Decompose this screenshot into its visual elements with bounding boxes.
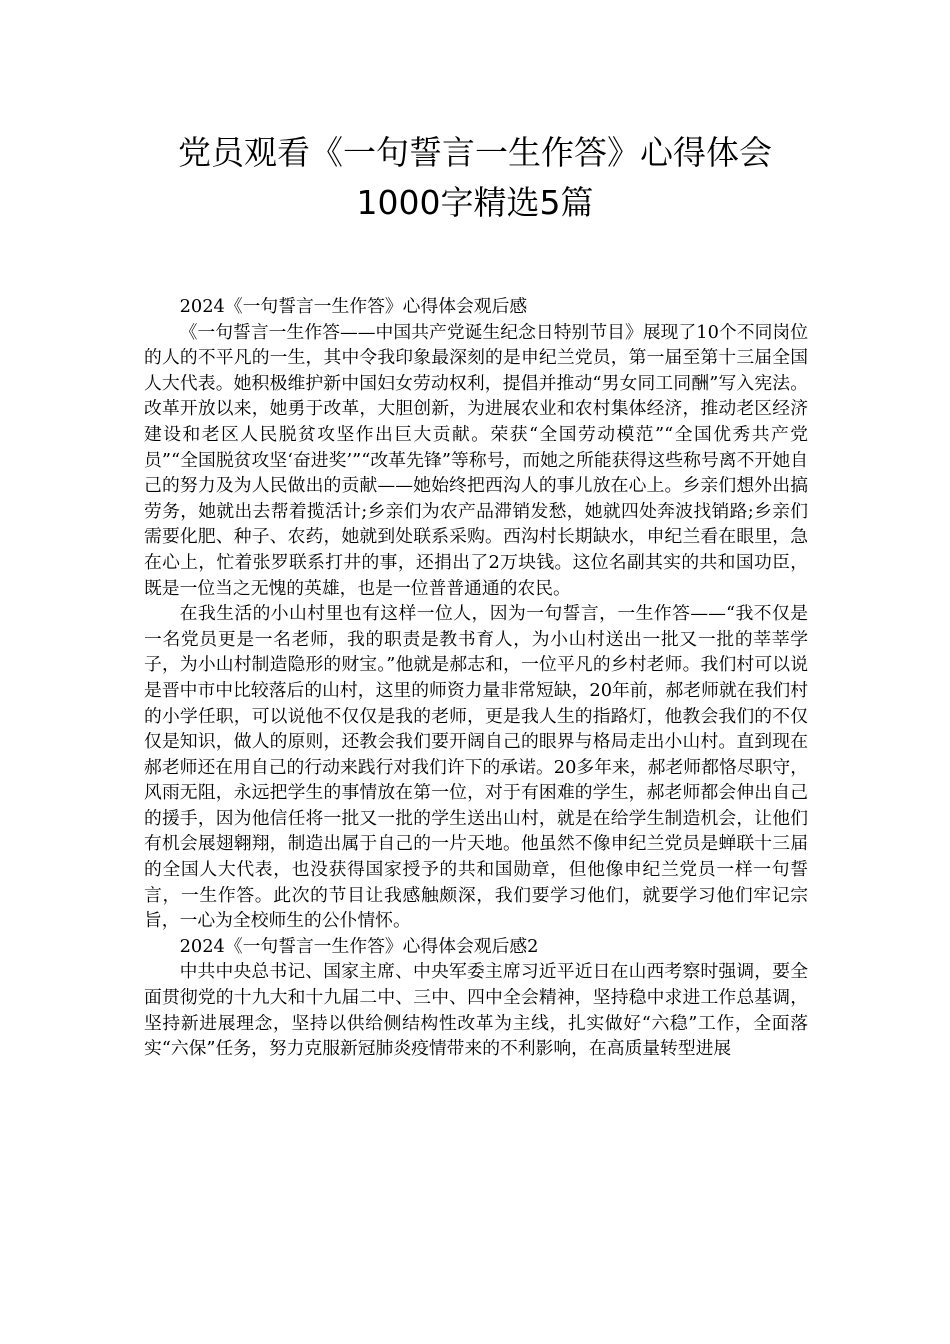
paragraph-1: 《一句誓言一生作答——中国共产党诞生纪念日特别节目》展现了10个不同岗位的人的不平凡的一生，其中令我印象最深刻的是申纪兰党员，第一届至第十三届全国人大代表。她积极维护新中国妇女劳动权利，提倡并推动“男女同工同酬”写入宪法。改革开放以来，她勇于改革，大胆创新，为进展农业和农村集体经济，推动老区经济建设和老区人民脱贫攻坚作出巨大贡献。荣获“全国劳动模范”“全国优秀共产党员”“全国脱贫攻坚‘奋进奖’”“改革先锋”等称号，而她之所能获得这些称号离不开她自己的努力及为人民做出的贡献——她始终把西沟人的事儿放在心上。乡亲们想外出搞劳务，她就出去帮着揽活计;乡亲们为农产品滞销发愁，她就四处奔波找销路;乡亲们需要化肥、种子、农药，她就到处联系采购。西沟村长期缺水，申纪兰看在眼里，急在心上，忙着张罗联系打井的事，还捐出了2万块钱。这位名副其实的共和国功臣，既是一位当之无愧的英雄，也是一位普普通通的农民。 <box>144 321 808 599</box>
document-title: 党员观看《一句誓言一生作答》心得体会1000字精选5篇 <box>178 133 772 222</box>
section-heading-1: 2024《一句誓言一生作答》心得体会观后感 <box>179 296 528 317</box>
paragraph-3: 中共中央总书记、国家主席、中央军委主席习近平近日在山西考察时强调，要全面贯彻党的十九大和十九届二中、三中、四中全会精神，坚持稳中求进工作总基调，坚持新进展理念，坚持以供给侧结构性改革为主线，扎实做好“六稳”工作，全面落实“六保”任务，努力克服新冠肺炎疫情带来的不利影响，在高质量转型进展 <box>144 961 808 1060</box>
document-body <box>144 294 808 1062</box>
paragraph-2: 在我生活的小山村里也有这样一位人，因为一句誓言，一生作答——“我不仅是一名党员更是一名老师，我的职责是教书育人，为小山村送出一批又一批的莘莘学子，为小山村制造隐形的财宝。”他就是郝志和，一位平凡的乡村老师。我们村可以说是晋中市中比较落后的山村，这里的师资力量非常短缺，20年前，郝老师就在我们村的小学任职，可以说他不仅仅是我的老师，更是我人生的指路灯，他教会我们的不仅仅是知识，做人的原则，还教会我们要开阔自己的眼界与格局走出小山村。直到现在郝老师还在用自己的行动来践行对我们许下的承诺。20多年来，郝老师都恪尽职守，风雨无阻，永远把学生的事情放在第一位，对于有困难的学生，郝老师都会伸出自己的援手，因为他信任将一批又一批的学生送出山村，就是在给学生制造机会，让他们有机会展翅翱翔，制造出属于自己的一片天地。他虽然不像申纪兰党员是蝉联十三届的全国人大代表，也没获得国家授予的共和国勋章，但他像申纪兰党员一样一句誓言，一生作答。此次的节目让我感触颇深，我们要学习他们，就要学习他们牢记宗旨，一心为全校师生的公仆情怀。 <box>144 603 808 932</box>
section-heading-2: 2024《一句誓言一生作答》心得体会观后感2 <box>179 935 539 957</box>
